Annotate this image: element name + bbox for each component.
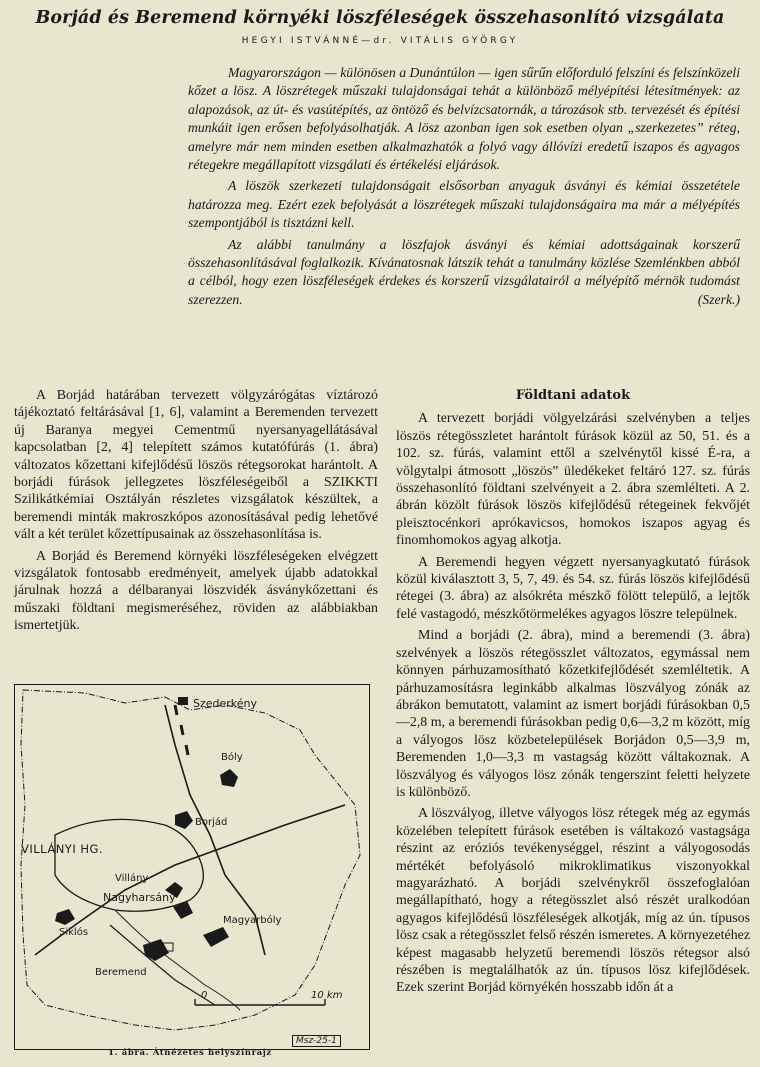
scale-label-start: 0 [201,990,208,1001]
label-magyarboly: Magyarbóly [223,915,282,926]
abstract-paragraph-1: Magyarországon — különösen a Dunántúlon — igen sűrűn előforduló felszíni és felszínközeli kőzet a lösz. A löszrétegek műszaki tulajdonságai tehát a különböző mélyépítési létesítmények: az alapozások, az út- és vasútépítés, az öntöző és belvízcsatornák, a tározások stb. tervezését és építési munkáit igen erősen befolyásolhatják. A lösz azonban igen sok esetben olyan „szerkezetes” réteg, amelyre már nem minden esetben alkalmazhatók a folyó vagy állóvízi eredetű iszapos és agyagos rétegekre megállapított vizsgálati és értékelési eljárások. [188,65,740,173]
settlement-magyarboly [203,927,229,947]
geology-paragraph-4: A löszvályog, illetve vályogos lösz rétegek még az egymás közelében telepített fúrások esetében is váltakozó vastagsága részint az eróziós tevékenységgel, részint a vályogosodás mértékét befolyásoló mikroklimatikus viszonyokkal magyarázható. A borjádi szelvénykről összefoglalóan megállapítható, hogy a rétegösszlet alsó részét uralkodóan agyagos kifejlődésű löszféleségek alkotják, míg az ún. típusos lösz csak a rétegösszlet felső részén ismeretes. A környezetéhez képest magasabb helyzetű beremendi löszös rétegsor alsó részében is megtalálhatók az ún. típusos lösz kifejlődések. Ezek szerint Borjád környékén hosszabb időn át a [396,806,750,996]
label-beremend: Beremend [95,967,147,978]
editor-signature: (Szerk.) [697,291,740,307]
geology-paragraph-1: A tervezett borjádi völgyelzárási szelvényben a teljes löszös rétegösszletet harántolt fúrások közül az 50, 51. és a 102. sz. fúrás, valamint ettől a szelvénytől kissé É-ra, a völgytalpi átmosott „löszös” üledékeket feltáró 127. sz. fúrás összehasonlító földtani szelvényeit a 2. ábra szemlélteti. A 2. ábrán közölt fúrások löszös kifejlődésű rétegeinek fekvőjét pleisztocénkori aprókavicsos, homokos iszapos agyag és finomhomokos agyag alkotja. [396,411,750,549]
label-villany: Villány [115,873,149,884]
abstract-paragraph-2: A löszök szerkezeti tulajdonságait elsősorban anyaguk ásványi és kémiai összetétele határozza meg. Ezért ezek befolyását a löszrétegek műszaki tulajdonságaira ma már a mélyépítés szempontjából is tisztázni kell. [188,178,740,231]
settlement-siklos [55,909,75,925]
abstract-paragraph-3 [188,236,740,310]
label-boly: Bóly [221,752,243,763]
label-borjad: Borjád [195,817,228,828]
settlement-boly [220,769,238,787]
label-nagyharsany: Nagyharsány [103,891,176,904]
map-code: Msz-25-1 [292,1035,341,1047]
geology-paragraph-2: A Beremendi hegyen végzett nyersanyagkutató fúrások közül kiválasztott 3, 5, 7, 49. és 54. sz. fúrás löszös kifejlődésű rétegei (3. ábra) az alsókréta mészkő fölött települő, a lejtők felé vastagodó, mészkőtörmelékes agyagos löszre települnek. [396,554,750,622]
rail-ticks [175,705,188,755]
label-siklos: Siklós [59,927,89,938]
map-drawing [15,685,369,1049]
label-villanyi-hg: VILLÁNYI HG. [21,842,104,856]
label-szederkeny: Szederkény [193,697,258,710]
stream [115,910,240,1010]
settlement-nagyharsany [173,901,193,919]
settlement-beremend [143,939,169,961]
geology-paragraph-3: Mind a borjádi (2. ábra), mind a beremendi (3. ábra) szelvények a löszös rétegösszlet változatos, egymással nem könnyen párhuzamosítható kőzetkifejlődését szemléltetik. A párhuzamosításra leginkább alkalmas löszvályog zónák az ábrákon bemutatott, valamint az ismert borjádi fúrásokban 0,5—2,8 m, a beremendi fúrásokban pedig 0,6—3,2 m között, míg a vályogos lösz közbetelepülések Borjádon 0,5—3,9 m, Beremenden 1,0—3,3 m vastagság között váltakoznak. A löszvályog és vályogos lösz zónák tengerszint feletti helyzete is különböző. [396,628,750,800]
scale-label-end: 10 km [311,990,343,1001]
editorial-abstract [188,64,740,312]
figure-caption: 1. ábra. Átnézetes helyszínrajz [108,1048,272,1058]
settlement-szederkeny [178,697,188,705]
intro-paragraph-1: A Borjád határában tervezett völgyzárógátas víztározó tájékoztató feltárásával [1, 6], valamint a Beremenden tervezett új Baranya megyei Cementmű nyersanyagellátásával kapcsolatban [2, 4] telepített számos kutatófúrás (1. ábra) változatos kőzettani kifejlődésű löszös rétegsorokat harántolt. A borjádi fúrások jellegzetes löszféleségeiből a SZIKKTI Szilikátkémiai Osztályán részletes vizsgálatok készültek, a beremendi minták makroszkópos azonosításával pedig lehetővé vált a két terület kőzettípusainak az összehasonlítása is. [14,388,378,543]
article-title: Borjád és Beremend környéki löszféleségek összehasonlító vizsgálata [35,8,725,28]
left-column [14,387,378,639]
railway [110,925,215,1005]
article-authors: HEGYI ISTVÁNNÉ—dr. VITÁLIS GYÖRGY [241,36,519,46]
section-heading: Földtani adatok [515,388,631,403]
abstract-paragraph-3-text: Az alábbi tanulmány a löszfajok ásványi és kémiai adottságainak korszerű összehasonlításával foglalkozik. Kívánatosnak látszik tehát a tanulmány közlése Szemlénkben abból a célból, hogy ezen löszféleségek érdekes és korszerű vizsgálatairól a mélyépítő mérnök tudomást szerezzen. [188,236,740,307]
intro-paragraph-2: A Borjád és Beremend környéki löszféleségeken elvégzett vizsgálatok fontosabb eredményeit, amelyek újabb adatokkal járulnak hozzá a délbaranyai löszvidék ásványkőzettani és műszaki földtani megismeréséhez, röviden az alábbiakban ismertetjük. [14,548,378,634]
right-column [396,387,750,1001]
settlement-borjad [175,811,193,829]
location-map [14,684,370,1050]
